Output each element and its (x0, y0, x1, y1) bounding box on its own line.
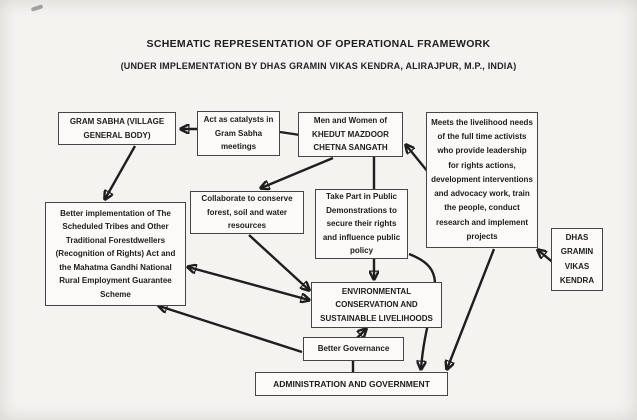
edge-collab-to-env (249, 235, 309, 290)
node-administration-and-government: ADMINISTRATION AND GOVERNMENT (255, 372, 448, 396)
page-title: SCHEMATIC REPRESENTATION OF OPERATIONAL FRAMEWORK (146, 38, 491, 50)
edge-meets-to-admin (447, 249, 494, 369)
edge-khedut-to-collab (261, 158, 333, 188)
node-collaborate-to-conserve: Collaborate to conserve forest, soil and water resources (190, 191, 304, 234)
node-take-part-in-public-demonstrations: Take Part in Public Demonstrations to secure their rights and influence public policy (315, 189, 408, 259)
edge-khedut-to-act (280, 132, 300, 135)
node-dhas-gramin-vikas-kendra: DHAS GRAMIN VIKAS KENDRA (551, 228, 603, 291)
node-meets-livelihood-needs: Meets the livelihood needs of the full time activists who provide leadership for rights actions, development interventions and advocacy work, train the people, conduct research and implement projects (426, 112, 538, 248)
node-better-implementation: Better implementation of The Scheduled Tribes and Other Traditional Forestdwellers (Recognition of Rights) Act and the Mahatma Gandhi National Rural Employment Guarantee Scheme (45, 202, 186, 306)
edge-gram-to-impl (105, 146, 135, 199)
node-environmental-conservation: ENVIRONMENTAL CONSERVATION AND SUSTAINABLE LIVELIHOODS (311, 282, 442, 328)
edge-bgov-to-impl (159, 306, 302, 352)
node-gram-sabha: GRAM SABHA (VILLAGE GENERAL BODY) (58, 112, 176, 145)
node-act-as-catalysts: Act as catalysts in Gram Sabha meetings (197, 111, 280, 156)
edge-meets-to-khedut (406, 145, 428, 172)
node-better-governance: Better Governance (303, 337, 404, 361)
page-subtitle: (UNDER IMPLEMENTATION BY DHAS GRAMIN VIKAS KENDRA, ALIRAJPUR, M.P., INDIA) (120, 61, 517, 71)
node-khedut-mazdoor-chetna-sangath: Men and Women of KHEDUT MAZDOOR CHETNA SANGATH (298, 112, 403, 157)
